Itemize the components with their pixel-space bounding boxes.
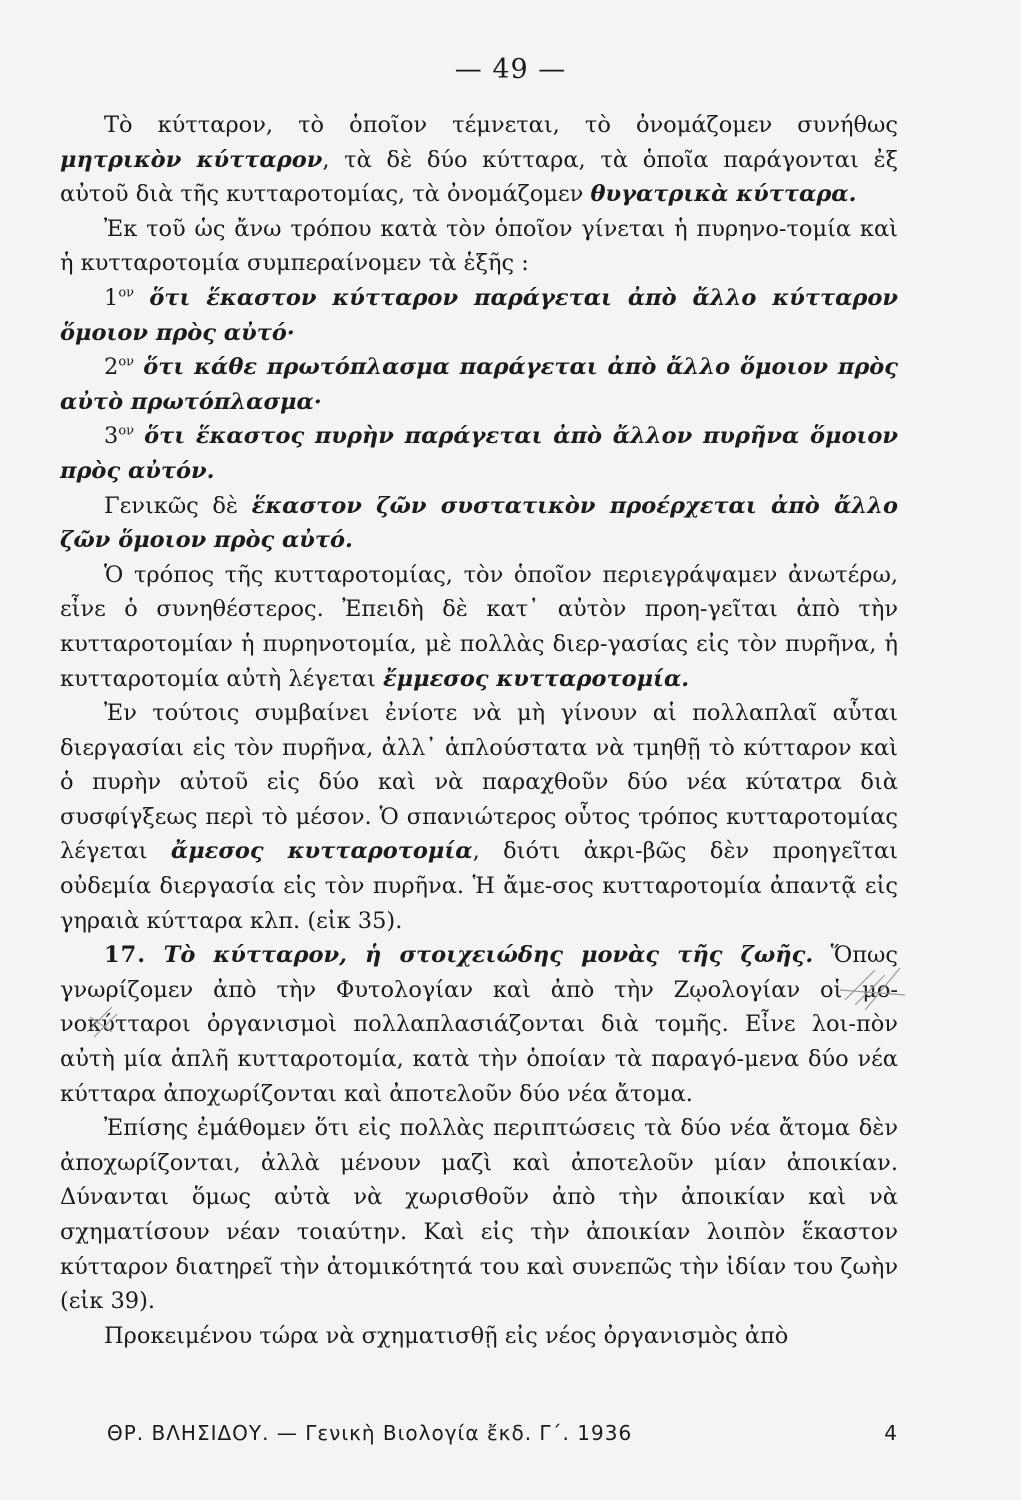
footer-signature-number: 4 (884, 1421, 897, 1445)
ordinal-suffix: ον (118, 285, 135, 301)
emphasized-term: Τὸ κύτταρον, ἡ στοιχειώδης μονὰς τῆς ζωῆς. (163, 942, 814, 969)
paragraph (60, 489, 898, 558)
text-run: Ἐν τούτοις συμβαίνει ἐνίοτε νὰ μὴ γίνουν αἱ πολλαπλαῖ αὗται διεργασίαι εἰς τὸν πυρῆνα, ἀλλ᾽ ἁπλούστατα νὰ τμηθῇ τὸ κύτταρον καὶ ὁ πυρὴν αὐτοῦ εἰς δύο καὶ νὰ παραχθοῦν δύο νέα κύτατρα διὰ συσφίγξεως περὶ τὸ μέσον. Ὁ σπανιώτερος οὗτος τρόπος κυτταροτομίας λέγεται (60, 700, 898, 865)
paragraph (60, 938, 898, 1111)
text-run: Τὸ κύτταρον, τὸ ὁποῖον τέμνεται, τὸ ὀνομάζομεν συνήθως (104, 112, 898, 138)
text-run (134, 423, 144, 449)
paragraph (60, 212, 898, 281)
text-run: 3 (104, 423, 119, 450)
emphasized-term: μητρικὸν κύτταρον (60, 146, 323, 173)
paragraph (60, 696, 898, 938)
text-run (146, 942, 163, 968)
text-run: Ὁ τρόπος τῆς κυτταροτομίας, τὸν ὁποῖον περιεγράψαμεν ἀνωτέρω, εἶνε ὁ συνηθέστερος. Ἐπειδὴ δὲ κατ᾽ αὐτὸν προη-γεῖται ἀπὸ τὴν κυτταροτομίαν ἡ πυρηνοτομία, μὲ πολλὰς διερ-γασίας εἰς τὸν πυρῆνα, ἡ κυτταροτομία αὐτὴ λέγεται (60, 561, 898, 692)
emphasized-term: ἕκαστον ζῶν συστατικὸν προέρχεται ἀπὸ ἄλλο ζῶν ὅμοιον πρὸς αὐτό. (60, 492, 898, 554)
page-footer (107, 1419, 897, 1447)
emphasized-term: ἔμμεσος κυτταροτομία. (382, 665, 690, 692)
paragraph (60, 1319, 898, 1354)
emphasized-term: ἄμεσος κυτταροτομία (170, 838, 473, 865)
text-run: Ἐκ τοῦ ὡς ἄνω τρόπου κατὰ τὸν ὁποῖον γίνεται ἡ πυρηνο-τομία καὶ ἡ κυτταροτομία συμπεραίνομεν τὰ ἑξῆς : (60, 215, 898, 277)
text-run: , τὰ δὲ δύο κύτταρα, τὰ ὁποῖα παράγονται ἐξ αὐτοῦ διὰ τῆς κυτταροτομίας, τὰ ὀνομάζομεν (60, 146, 898, 208)
emphasized-term: θυγατρικὰ κύτταρα. (590, 181, 857, 208)
paragraph (60, 350, 898, 419)
page-number: — 49 — (454, 54, 567, 85)
section-number: 17. (104, 942, 147, 969)
ordinal-suffix: ον (118, 423, 135, 439)
text-run: 2 (104, 354, 119, 381)
paragraph (60, 419, 898, 488)
emphasized-term: ὅτι ἕκαστος πυρὴν παράγεται ἀπὸ ἄλλον πυρῆνα ὅμοιον πρὸς αὐτόν. (60, 423, 899, 484)
text-run: , διότι ἀκρι-βῶς δὲν προηγεῖται οὐδεμία διεργασία εἰς τὸν πυρῆνα. Ἡ ἄμε-σος κυτταροτομία ἀπαντᾷ εἰς γηραιὰ κύτταρα κλπ. (εἰκ 35). (60, 838, 899, 934)
text-run: Γενικῶς δὲ (104, 492, 252, 519)
paragraph (60, 1111, 898, 1319)
text-run: Ἐπίσης ἐμάθομεν ὅτι εἰς πολλὰς περιπτώσεις τὰ δύο νέα ἄτομα δὲν ἀποχωρίζονται, ἀλλὰ μένουν μαζὶ καὶ ἀποτελοῦν μίαν ἀποικίαν. Δύνανται ὅμως αὐτὰ νὰ χωρισθοῦν ἀπὸ τὴν ἀποικίαν καὶ νὰ σχηματίσουν νέαν τοιαύτην. Καὶ εἰς τὴν ἀποικίαν λοιπὸν ἕκαστον κύτταρον διατηρεῖ τὴν ἀτομικότητά του καὶ συνεπῶς τὴν ἰδίαν του ζωὴν (εἰκ 39). (60, 1115, 898, 1315)
paragraph (60, 108, 898, 212)
emphasized-term: ὅτι ἕκαστον κύτταρον παράγεται ἀπὸ ἄλλο κύτταρον ὅμοιον πρὸς αὐτό· (60, 284, 898, 346)
text-run: Ὅπως γνωρίζομεν ἀπὸ τὴν Φυτολογίαν καὶ ἀπὸ τὴν Ζῳολογίαν οἱ μο-νοκύτταροι ὀργανισμοὶ πολλαπλασιάζονται διὰ τομῆς. Εἶνε λοι-πὸν αὐτὴ μία ἁπλῆ κυτταροτομία, κατὰ τὴν ὁποίαν τὰ παραγό-μενα δύο νέα κύτταρα ἀποχωρίζονται καὶ ἀποτελοῦν δύο νέα ἄτομα. (60, 942, 899, 1107)
footer-author-title: ΘΡ. ΒΛΗΣΙΔΟΥ. — Γενικὴ Βιολογία ἔκδ. Γ΄. 1936 (107, 1421, 633, 1445)
text-run (134, 285, 149, 311)
ordinal-suffix: ον (118, 354, 135, 370)
emphasized-term: ὅτι κάθε πρωτόπλασμα παράγεται ἀπὸ ἄλλο ὅμοιον πρὸς αὐτὸ πρωτόπλασμα· (60, 354, 898, 415)
text-run (134, 354, 143, 380)
paragraph (60, 281, 898, 350)
text-run: Προκειμένου τώρα νὰ σχηματισθῇ εἰς νέος ὀργανισμὸς ἀπὸ (104, 1322, 789, 1349)
text-run: 1 (104, 284, 119, 311)
page-body-text (60, 108, 898, 1353)
paragraph (60, 558, 898, 696)
